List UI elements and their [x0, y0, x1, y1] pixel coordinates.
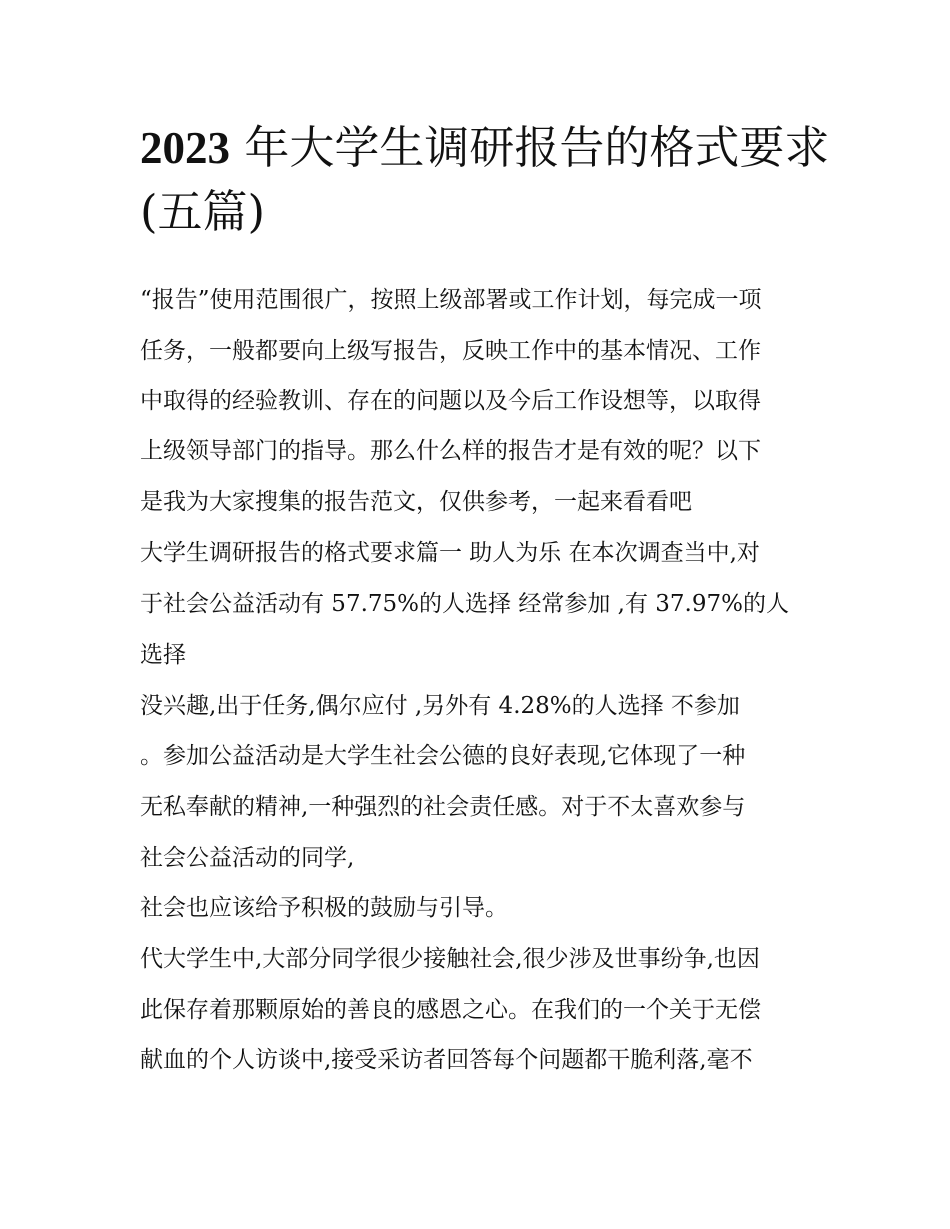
body-line-12: 社会公益活动的同学,	[140, 845, 355, 871]
body-line-11: 无私奉献的精神,一种强烈的社会责任感。对于不太喜欢参与	[140, 794, 746, 820]
title-text: 年大学生调研报告的格式要求(五篇)	[140, 121, 830, 238]
body-line-6: 大学生调研报告的格式要求篇一 助人为乐 在本次调查当中,对	[140, 540, 760, 566]
body-line-15: 此保存着那颗原始的善良的感恩之心。在我们的一个关于无偿	[140, 997, 761, 1023]
body-line-9: 没兴趣,出于任务,偶尔应付 ,另外有 4.28%的人选择 不参加	[140, 693, 740, 719]
body-line-3: 中取得的经验教训、存在的问题以及今后工作设想等，以取得	[140, 388, 761, 414]
body-line-10: 。参加公益活动是大学生社会公德的良好表现,它体现了一种	[140, 743, 746, 769]
body-line-16: 献血的个人访谈中,接受采访者回答每个问题都干脆利落,毫不	[140, 1047, 753, 1073]
body-line-14: 代大学生中,大部分同学很少接触社会,很少涉及世事纷争,也因	[140, 946, 760, 972]
body-line-1: “报告”使用范围很广，按照上级部署或工作计划，每完成一项	[140, 287, 762, 313]
body-line-8: 选择	[140, 642, 186, 668]
body-line-13: 社会也应该给予积极的鼓励与引导。	[140, 895, 508, 921]
document-title	[140, 116, 830, 244]
body-line-5: 是我为大家搜集的报告范文，仅供参考，一起来看看吧	[140, 489, 692, 515]
body-line-4: 上级领导部门的指导。那么什么样的报告才是有效的呢？以下	[140, 438, 761, 464]
body-line-7: 于社会公益活动有 57.75%的人选择 经常参加 ,有 37.97%的人	[140, 591, 789, 617]
body-line-2: 任务，一般都要向上级写报告，反映工作中的基本情况、工作	[140, 338, 761, 364]
title-year: 2023	[140, 123, 230, 173]
